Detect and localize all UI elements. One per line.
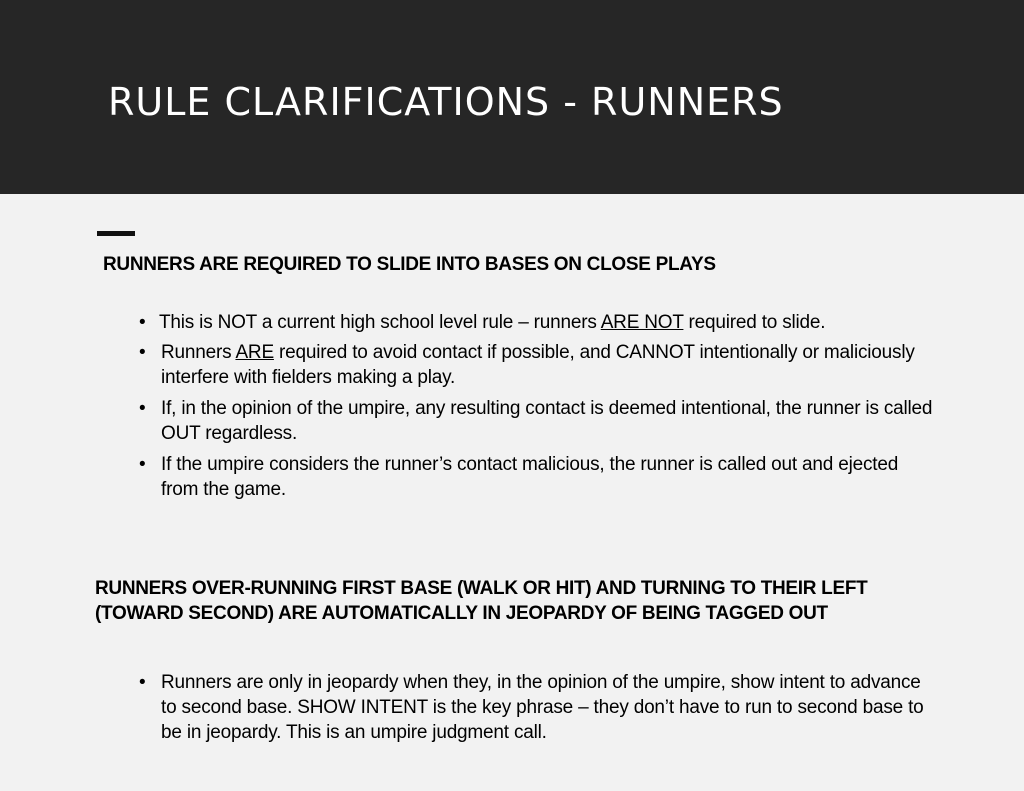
section2-bullet-list: [135, 670, 935, 745]
list-item: [135, 670, 935, 745]
section1-bullet-list: [135, 310, 935, 508]
list-item: [135, 340, 935, 390]
bullet-text-underline: ARE NOT: [600, 312, 684, 333]
section1-heading: RUNNERS ARE REQUIRED TO SLIDE INTO BASES ON CLOSE PLAYS: [103, 254, 716, 275]
bullet-text-post: required to avoid contact if possible, and CANNOT intentionally or maliciously interfere with fielders making a play.: [161, 342, 915, 388]
slide-title: RULE CLARIFICATIONS - RUNNERS: [108, 80, 784, 124]
bullet-icon: •: [139, 672, 146, 693]
list-item: [135, 310, 935, 335]
accent-bar: [97, 231, 135, 236]
bullet-icon: •: [139, 398, 146, 419]
bullet-text-underline: ARE: [235, 342, 274, 363]
section2-heading: RUNNERS OVER-RUNNING FIRST BASE (WALK OR HIT) AND TURNING TO THEIR LEFT (TOWARD SECOND) ARE AUTOMATICALLY IN JEOPARDY OF BEING TAGGED OUT: [95, 578, 868, 624]
bullet-text: If, in the opinion of the umpire, any resulting contact is deemed intentional, the runner is called OUT regardless.: [161, 398, 933, 444]
bullet-icon: •: [139, 342, 146, 363]
bullet-text: Runners are only in jeopardy when they, in the opinion of the umpire, show intent to advance to second base. SHOW INTENT is the key phrase – they don’t have to run to second base to be in jeopardy. This is an umpire judgment call.: [161, 672, 924, 743]
bullet-icon: •: [139, 312, 146, 333]
bullet-icon: •: [139, 454, 146, 475]
bullet-text-pre: Runners: [161, 342, 236, 363]
bullet-text-post: required to slide.: [683, 312, 826, 333]
list-item: [135, 452, 935, 502]
bullet-text: If the umpire considers the runner’s contact malicious, the runner is called out and ejected from the game.: [161, 454, 899, 500]
title-band: [0, 0, 1024, 194]
bullet-text-pre: This is NOT a current high school level rule – runners: [159, 312, 601, 333]
list-item: [135, 396, 935, 446]
